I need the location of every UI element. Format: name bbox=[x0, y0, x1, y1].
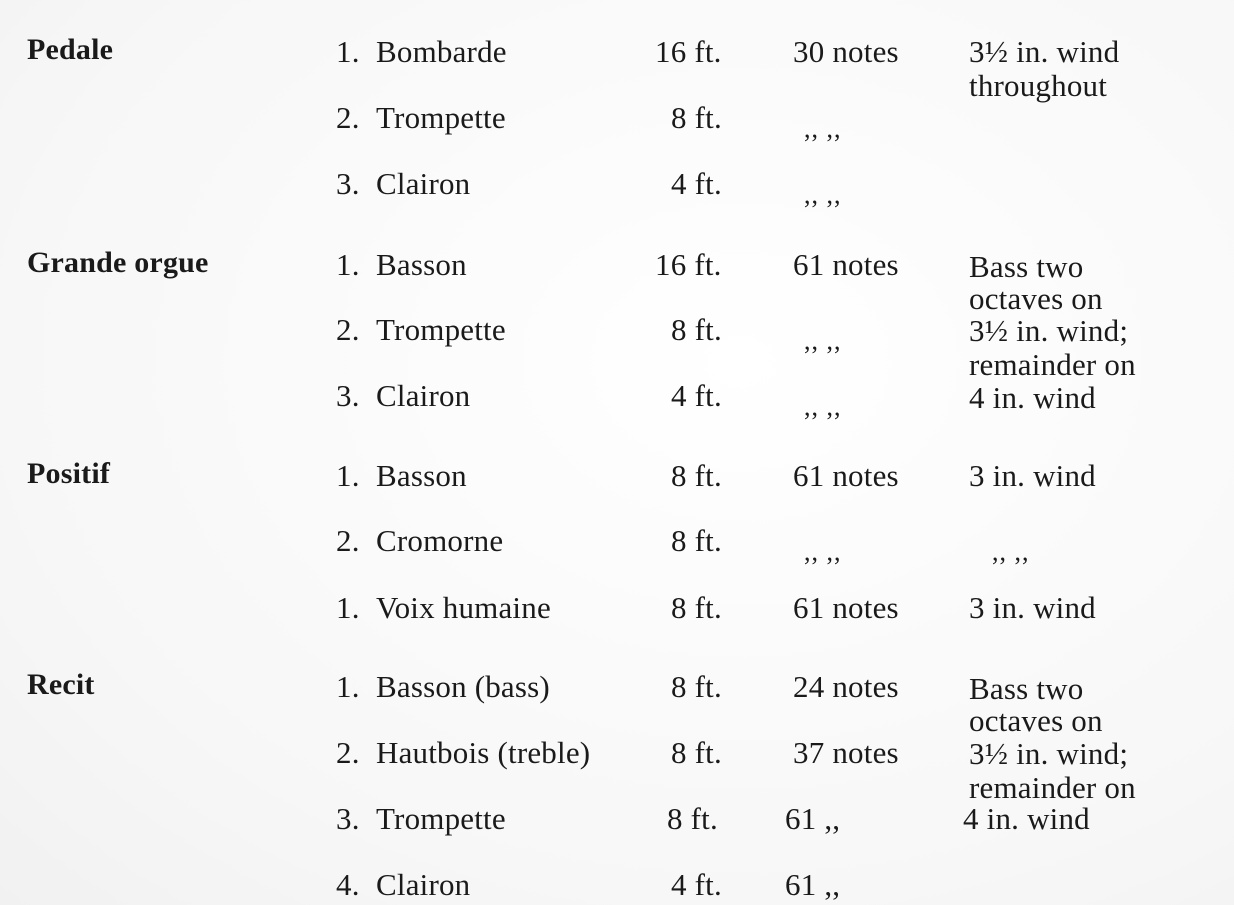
stop-name: Clairon bbox=[376, 166, 471, 201]
stop-wind: 3 in. wind bbox=[969, 590, 1096, 625]
stop-compass: 61 notes bbox=[793, 458, 899, 493]
stop-compass-ditto: ,, ,, bbox=[804, 537, 842, 566]
stop-number: 3. bbox=[336, 378, 360, 413]
stop-number: 1. bbox=[336, 590, 360, 625]
stop-number: 3. bbox=[336, 166, 360, 201]
stop-compass-ditto: ,, ,, bbox=[804, 392, 842, 421]
stop-wind: Bass two bbox=[969, 249, 1084, 284]
stop-wind: 3½ in. wind bbox=[969, 34, 1120, 69]
stop-wind-ditto: ,, ,, bbox=[992, 537, 1030, 566]
stop-compass: 61 notes bbox=[793, 247, 899, 282]
division-heading-pedale: Pedale bbox=[27, 33, 114, 66]
stop-name: Trompette bbox=[376, 100, 506, 135]
stop-pitch: 8 ft. bbox=[671, 458, 722, 493]
stop-name: Trompette bbox=[376, 312, 506, 347]
stop-wind: octaves on bbox=[969, 703, 1103, 738]
stop-name: Voix humaine bbox=[376, 590, 551, 625]
stop-name: Bombarde bbox=[376, 34, 507, 69]
stop-compass: 24 notes bbox=[793, 669, 899, 704]
stop-compass: 61 notes bbox=[793, 590, 899, 625]
stop-compass-ditto: ,, ,, bbox=[804, 114, 842, 143]
stop-pitch: 8 ft. bbox=[671, 669, 722, 704]
stop-pitch: 8 ft. bbox=[667, 801, 718, 836]
stop-wind: remainder on bbox=[969, 770, 1136, 805]
stop-wind: 3½ in. wind; bbox=[969, 736, 1129, 771]
stop-name: Basson bbox=[376, 247, 467, 282]
division-heading-grande-orgue: Grande orgue bbox=[27, 246, 209, 279]
division-heading-recit: Recit bbox=[27, 668, 95, 701]
stop-name: Basson (bass) bbox=[376, 669, 550, 704]
stop-wind: 3 in. wind bbox=[969, 458, 1096, 493]
stop-name: Clairon bbox=[376, 378, 471, 413]
stop-pitch: 8 ft. bbox=[671, 590, 722, 625]
stop-compass-ditto: ,, ,, bbox=[804, 180, 842, 209]
stop-pitch: 8 ft. bbox=[671, 100, 722, 135]
stop-pitch: 8 ft. bbox=[671, 312, 722, 347]
stop-wind: octaves on bbox=[969, 281, 1103, 316]
stop-pitch: 16 ft. bbox=[655, 247, 722, 282]
stop-wind: 3½ in. wind; bbox=[969, 313, 1129, 348]
stop-number: 2. bbox=[336, 100, 360, 135]
stop-compass-ditto: ,, ,, bbox=[804, 326, 842, 355]
stop-wind: Bass two bbox=[969, 671, 1084, 706]
stop-number: 1. bbox=[336, 669, 360, 704]
stop-pitch: 4 ft. bbox=[671, 867, 722, 902]
stop-name: Clairon bbox=[376, 867, 471, 902]
stop-wind: 4 in. wind bbox=[969, 380, 1096, 415]
stop-compass: 61 ,, bbox=[785, 867, 841, 902]
stop-name: Basson bbox=[376, 458, 467, 493]
stop-name: Hautbois (treble) bbox=[376, 735, 591, 770]
stop-name: Cromorne bbox=[376, 523, 504, 558]
stop-number: 2. bbox=[336, 312, 360, 347]
stop-number: 1. bbox=[336, 34, 360, 69]
stop-number: 4. bbox=[336, 867, 360, 902]
stop-pitch: 16 ft. bbox=[655, 34, 722, 69]
stop-number: 1. bbox=[336, 458, 360, 493]
stop-pitch: 4 ft. bbox=[671, 166, 722, 201]
stop-number: 2. bbox=[336, 523, 360, 558]
stop-wind: 4 in. wind bbox=[963, 801, 1090, 836]
stop-compass: 30 notes bbox=[793, 34, 899, 69]
stop-compass: 37 notes bbox=[793, 735, 899, 770]
stop-number: 3. bbox=[336, 801, 360, 836]
stop-name: Trompette bbox=[376, 801, 506, 836]
stop-compass: 61 ,, bbox=[785, 801, 841, 836]
stop-pitch: 8 ft. bbox=[671, 523, 722, 558]
stop-wind: throughout bbox=[969, 68, 1108, 103]
stop-number: 1. bbox=[336, 247, 360, 282]
stop-number: 2. bbox=[336, 735, 360, 770]
stop-wind: remainder on bbox=[969, 347, 1136, 382]
stop-pitch: 4 ft. bbox=[671, 378, 722, 413]
division-heading-positif: Positif bbox=[27, 457, 111, 490]
stop-pitch: 8 ft. bbox=[671, 735, 722, 770]
